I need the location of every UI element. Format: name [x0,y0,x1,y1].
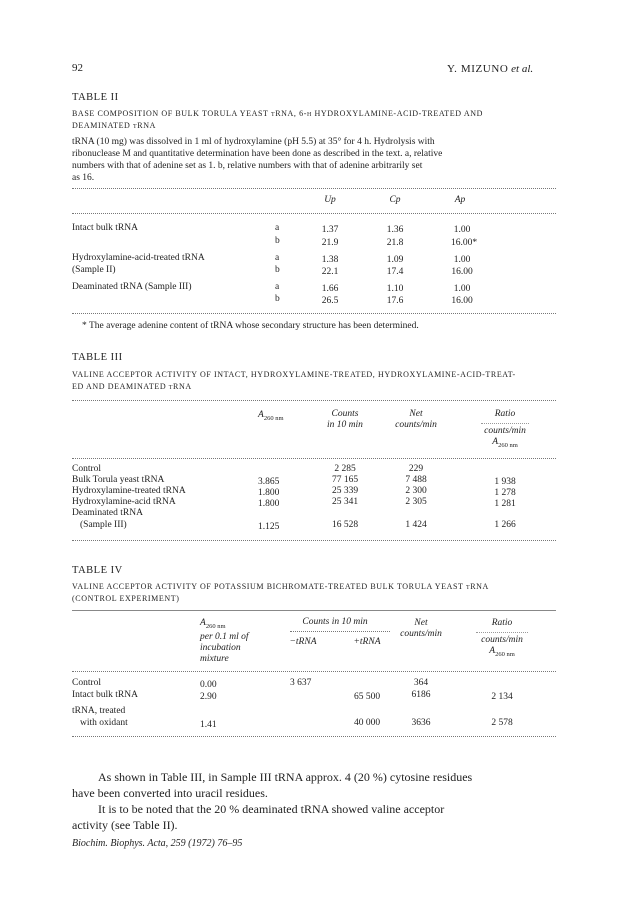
table4-row3-net: 3636 [411,718,431,728]
table4-col-minus: −tRNA [289,637,317,647]
table3-row2-ratio: 1 938 [494,477,516,487]
table2-row2-name2: (Sample II) [72,265,116,275]
table4-col-net [390,618,452,640]
table4-col-ratio-den: A [489,646,496,656]
table4-row2-ratio: 2 134 [491,692,513,702]
table2-col-ap: Ap [454,195,466,205]
table3-caption [72,369,556,393]
table2-row1-ap-b: 16.00* [450,238,478,248]
table2-row1-label-a: a [275,223,280,233]
table2-note-line1: tRNA (10 mg) was dissolved in 1 ml of hydroxylamine (pH 5.5) at 35° for 4 h. Hydrolysis with [72,137,435,147]
table4-header-rule [72,671,556,672]
table2-row3-up-b: 26.5 [321,296,339,306]
body-p2-line2: activity (see Table II). [72,818,178,832]
table2-caption-line2: DEAMINATED tRNA [72,121,156,130]
table2-row3-name: Deaminated tRNA (Sample III) [72,282,192,292]
table4-col-a260-letter: A [200,618,206,628]
table2-row2-name: Hydroxylamine-acid-treated tRNA [72,253,205,263]
table4-row3-plus: 40 000 [353,718,381,728]
table3-col-ratio-title: Ratio [494,409,516,419]
table4-row2-a260: 2.90 [200,692,217,702]
table4-row1-net: 364 [413,678,429,688]
table4-col-net-line1: Net [414,618,428,628]
table4-row2-net: 6186 [411,690,431,700]
table3-row6-name: (Sample III) [80,520,127,530]
table3-row4-counts: 25 341 [331,497,359,507]
table4-row2-name: Intact bulk tRNA [72,690,138,700]
table3-col-counts [315,409,375,431]
table3-label: TABLE III [72,352,123,363]
table4-col-a260-line2: per 0.1 ml of [200,631,249,642]
table2-row3-label-a: a [275,282,280,292]
table4-col-a260-sub: 260 nm [205,622,226,630]
table4-col-a260 [200,618,249,665]
table3-row1-name: Control [72,464,102,474]
table2-note-line2: ribonuclease M and quantitative determination have been done as described in the text. a, relative [72,149,443,159]
table2-row2-label-b: b [275,265,280,275]
table2-header-rule [72,213,556,214]
footer-citation: Biochim. Biophys. Acta, 259 (1972) 76–95 [72,838,243,849]
table2-row2-ap-b: 16.00 [451,267,473,277]
table3-row2-counts: 77 165 [331,475,359,485]
table3-col-ratio [475,409,535,451]
table4-col-ratio [470,618,534,660]
table3-row1-counts: 2 285 [334,464,356,474]
table2-top-rule [72,188,556,189]
table4-col-a260-line3: incubation [200,642,241,653]
table3-col-net-line2: counts/min [395,420,437,430]
table2-row1-cp-b: 21.8 [386,238,404,248]
table2-row3-ap-b: 16.00 [451,296,473,306]
table2-row1-cp-a: 1.36 [386,225,404,235]
table3-bottom-rule [72,540,556,541]
table4-caption-line1: VALINE ACCEPTOR ACTIVITY OF POTASSIUM BICHROMATE-TREATED BULK TORULA YEAST tRNA [72,582,489,591]
table3-col-a260-letter: A [258,410,264,420]
table2-row3-label-b: b [275,294,280,304]
table4-label: TABLE IV [72,565,123,576]
table2-caption-line1: BASE COMPOSITION OF BULK TORULA YEAST tRNA, 6-h HYDROXYLAMINE-ACID-TREATED AND [72,109,483,118]
table3-col-net-line1: Net [409,409,423,419]
table3-col-net [385,409,447,431]
table4-counts-subrule [290,631,390,632]
table3-row1-net: 229 [408,464,424,474]
table2-footnote: * The average adenine content of tRNA whose secondary structure has been determined. [82,321,419,331]
table2-note-line4: as 16. [72,173,95,183]
table2-bottom-rule [72,313,556,314]
table2-row3-cp-b: 17.6 [386,296,404,306]
table3-row2-net: 7 488 [405,475,427,485]
table3-row6-ratio: 1 266 [494,520,516,530]
table3-caption-line2: ED AND DEAMINATED tRNA [72,382,192,391]
table4-caption [72,581,556,605]
table4-row3-a260: 1.41 [200,720,217,730]
table2-row3-up-a: 1.66 [321,284,339,294]
page-number: 92 [72,62,83,74]
table3-col-a260-sub: 260 nm [263,414,284,422]
table3-row3-net: 2 300 [405,486,427,496]
table3-row6-a260: 1.125 [258,522,280,532]
body-p1-line2: have been converted into uracil residues. [72,786,268,800]
running-author-etal: et al. [511,63,534,75]
table3-row3-counts: 25 339 [331,486,359,496]
table3-caption-line1: VALINE ACCEPTOR ACTIVITY OF INTACT, HYDROXYLAMINE-TREATED, HYDROXYLAMINE-ACID-TREAT- [72,370,516,379]
table4-row3-ratio: 2 578 [491,718,513,728]
table4-row1-minus: 3 637 [290,678,312,688]
table2-row2-up-b: 22.1 [321,267,339,277]
table2-col-up: Up [324,195,336,205]
table3-row4-ratio: 1 281 [494,499,516,509]
table2-row2-cp-b: 17.4 [386,267,404,277]
table4-bottom-rule [72,736,556,737]
table3-row4-name: Hydroxylamine-acid tRNA [72,497,176,507]
table3-col-counts-line2: in 10 min [327,420,363,430]
table4-row1-a260: 0.00 [200,680,217,690]
table4-col-ratio-num: counts/min [481,635,523,645]
table2-row2-cp-a: 1.09 [386,255,404,265]
running-author [447,63,533,75]
table4-ratio-divider [476,632,528,633]
table2-row1-ap-a: 1.00 [453,225,471,235]
table4-caption-line2: (CONTROL EXPERIMENT) [72,594,180,603]
table4-row3-name: tRNA, treated [72,706,126,716]
table3-row5-name: Deaminated tRNA [72,508,143,518]
table2-row1-name: Intact bulk tRNA [72,223,138,233]
table4-row1-name: Control [72,678,102,688]
table2-row1-label-b: b [275,236,280,246]
table4-row3-name2: with oxidant [80,718,128,728]
table4-col-ratio-title: Ratio [491,618,513,628]
table3-col-ratio-den: A [492,437,499,447]
table3-header-rule [72,458,556,459]
table2-label: TABLE II [72,92,119,103]
table2-caption [72,108,556,132]
table2-row1-up-a: 1.37 [321,225,339,235]
table3-col-ratio-den-sub: 260 nm [498,441,518,449]
table4-top-rule [72,610,556,611]
table3-row6-counts: 16 528 [331,520,359,530]
table3-row2-name: Bulk Torula yeast tRNA [72,475,165,485]
table3-row4-a260: 1.800 [258,499,280,509]
table2-row3-cp-a: 1.10 [386,284,404,294]
table4-col-net-line2: counts/min [400,629,442,639]
table3-row3-ratio: 1 278 [494,488,516,498]
table2-row2-ap-a: 1.00 [453,255,471,265]
table4-col-plus: +tRNA [353,637,381,647]
table2-row1-up-b: 21.9 [321,238,339,248]
table4-col-a260-line4: mixture [200,653,229,664]
table3-row2-a260: 3.865 [258,477,280,487]
table4-col-counts: Counts in 10 min [302,617,368,627]
table2-row3-ap-a: 1.00 [453,284,471,294]
body-p2-line1: It is to be noted that the 20 % deaminated tRNA showed valine acceptor [98,802,445,816]
table2-note-line3: numbers with that of adenine set as 1. b, relative numbers with that of adenine arbitrarily set [72,161,423,171]
table2-row2-label-a: a [275,253,280,263]
body-text [72,769,556,833]
table4-row2-plus: 65 500 [353,692,381,702]
table3-row6-net: 1 424 [405,520,427,530]
table3-col-counts-line1: Counts [331,409,359,419]
table2-col-cp: Cp [389,195,401,205]
table3-ratio-divider [481,423,529,424]
table3-row4-net: 2 305 [405,497,427,507]
table4-col-ratio-den-sub: 260 nm [495,650,515,658]
table2-row2-up-a: 1.38 [321,255,339,265]
table3-top-rule [72,400,556,401]
body-p1-line1: As shown in Table III, in Sample III tRNA approx. 4 (20 %) cytosine residues [98,770,473,784]
table3-row3-name: Hydroxylamine-treated tRNA [72,486,186,496]
running-author-name: Y. MIZUNO [447,63,509,75]
table3-col-ratio-num: counts/min [484,426,526,436]
table2-note [72,136,556,184]
table3-row3-a260: 1.800 [258,488,280,498]
table3-col-a260 [258,410,284,424]
